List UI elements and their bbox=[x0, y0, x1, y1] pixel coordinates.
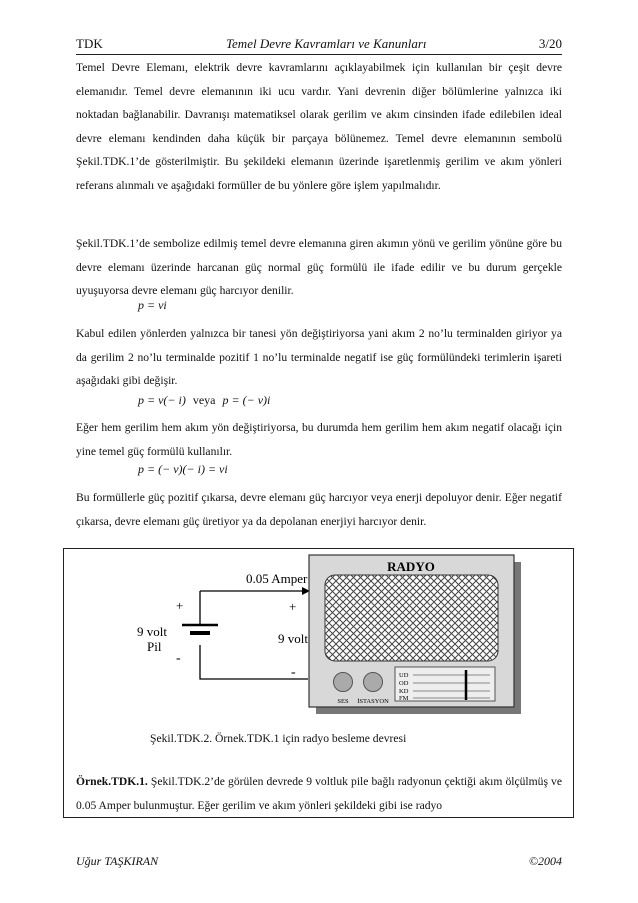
example-label: Örnek.TDK.1. bbox=[76, 775, 148, 788]
example-paragraph bbox=[76, 770, 562, 817]
footer-author: Uğur TAŞKIRAN bbox=[76, 854, 159, 868]
station-knob bbox=[364, 673, 383, 692]
battery-voltage-label: 9 volt bbox=[137, 624, 167, 639]
page-number: 3/20 bbox=[538, 36, 562, 51]
paragraph-4: Eğer hem gerilim hem akım yön değiştiriyorsa, bu durumda hem gerilim hem akım negatif olacağı için yine temel güç formülü kullanılır. bbox=[76, 421, 562, 458]
figure-caption: Şekil.TDK.2. Örnek.TDK.1 için radyo besleme devresi bbox=[150, 732, 407, 745]
equation-current-reversed: p = v(− i) bbox=[138, 393, 186, 407]
band-label-fm: FM bbox=[399, 695, 409, 702]
band-label-kd: KD bbox=[399, 688, 409, 695]
station-knob-label: İSTASYON bbox=[357, 698, 389, 705]
paragraph-5: Bu formüllerle güç pozitif çıkarsa, devre elemanı güç harcıyor veya enerji depoluyor denir. Eğer negatif çıkarsa, devre elemanı güç üretiyor ya da depolanan enerjiyi harcıyor denir. bbox=[76, 491, 562, 528]
footer-copyright: ©2004 bbox=[528, 854, 562, 868]
equation-power: p = vi bbox=[138, 298, 167, 312]
battery-plus-sign: + bbox=[176, 598, 184, 613]
equation-both-reversed: p = (− v)(− i) = vi bbox=[138, 462, 228, 476]
volume-knob-label: SES bbox=[337, 698, 349, 705]
load-plus-sign: + bbox=[289, 599, 297, 614]
paragraph-1: Temel Devre Elemanı, elektrik devre kavramlarını açıklayabilmek için kullanılan bir çeşit devre elemanıdır. Temel devre elemanının iki ucu vardır. Yani devrenin diğer bölümlerine yalnızca iki noktadan bağlanabilir. Davranışı matematiksel olarak gerilim ve akım cinsinden ifade edilebilen ideal devre elemanı kendinden daha küçük bir parçaya bölünemez. Temel devre elemanının sembolü Şekil.TDK.1’de gösterilmiştir. Bu şekildeki elemanın üzerinde işaretlenmiş gerilim ve akım yönleri referans alınmalı ve aşağıdaki formüller de bu yönlere göre işlem yapılmalıdır. bbox=[76, 61, 562, 192]
header-title: Temel Devre Kavramları ve Kanunları bbox=[226, 36, 427, 51]
radio-title: RADYO bbox=[387, 559, 435, 574]
load-voltage-label: 9 volt bbox=[278, 631, 308, 646]
paragraph-3: Kabul edilen yönlerden yalnızca bir tanesi yön değiştiriyorsa yani akım 2 no’lu terminalden giriyor ya da gerilim 2 no’lu terminalde pozitif 1 no’lu terminalde negatif ise güç formülündeki terimlerin işareti aşağıdaki gibi değişir. bbox=[76, 327, 562, 387]
example-text: Şekil.TDK.2’de görülen devrede 9 voltluk pile bağlı radyonun çektiği akım ölçülmüş ve 0.05 Amper bulunmuştur. Eğer gerilim ve akım yönleri şekildeki gibi ise radyo bbox=[76, 775, 562, 812]
equation-separator: veya bbox=[192, 393, 216, 407]
speaker-grille bbox=[325, 575, 498, 661]
current-label: 0.05 Amper bbox=[246, 571, 308, 586]
volume-knob bbox=[334, 673, 353, 692]
equation-voltage-reversed: p = (− v)i bbox=[222, 393, 271, 407]
band-label-od: OD bbox=[399, 680, 409, 687]
band-label-ud: UD bbox=[399, 672, 409, 679]
load-minus-sign: - bbox=[291, 665, 296, 680]
battery-minus-sign: - bbox=[176, 651, 181, 666]
tuning-dial bbox=[395, 667, 495, 701]
header-left: TDK bbox=[76, 36, 103, 51]
battery-name-label: Pil bbox=[147, 639, 162, 654]
paragraph-2: Şekil.TDK.1’de sembolize edilmiş temel devre elemanına giren akımın yönü ve gerilim yönüne göre bu devre elemanı üzerinde harcanan güç normal güç formülü ile ifade edilir ve bu durum gerçekle uyuşuyorsa devre elemanı güç harcıyor denilir. bbox=[76, 237, 562, 297]
